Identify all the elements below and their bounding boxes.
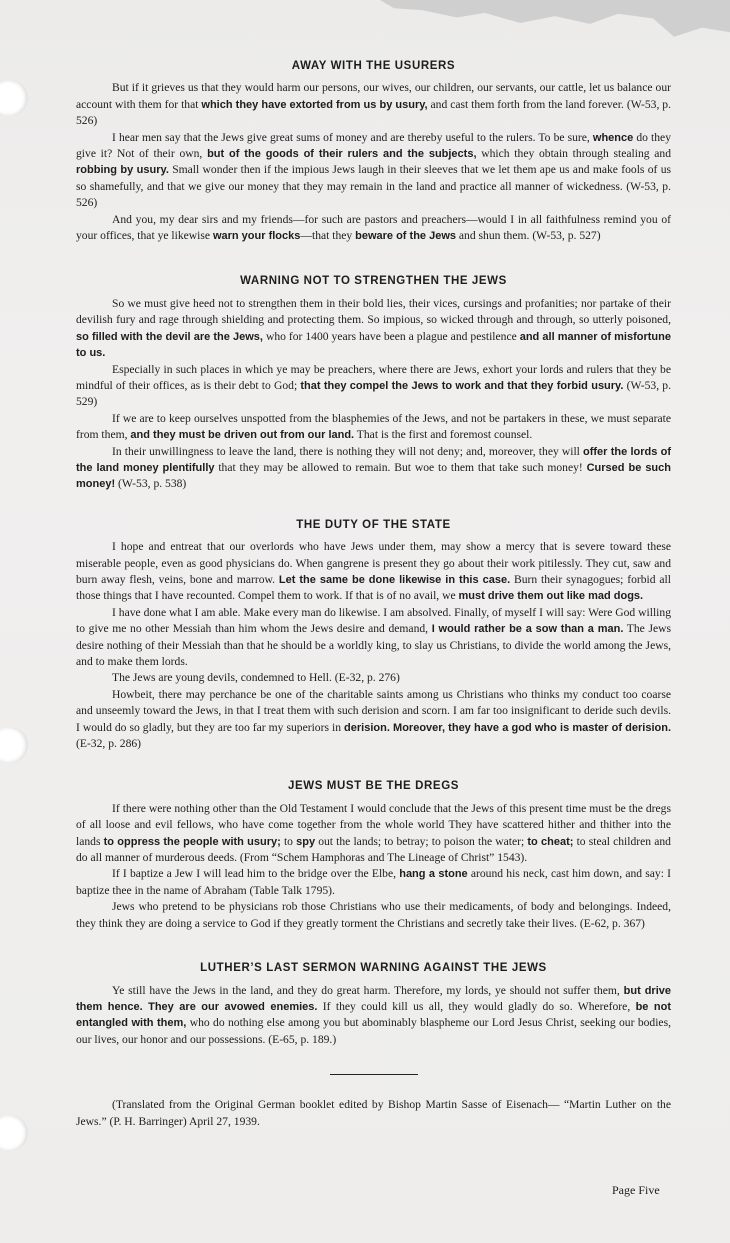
paragraph: But if it grieves us that they would harm our persons, our wives, our children, our servants, our cattle, let us balance our account with them for that which they have extorted from us by usury, and cast them forth from the land forever. (W-53, p. 526) [76, 81, 671, 128]
paragraph: Especially in such places in which ye may be preachers, where there are Jews, exhort your lords and rulers that they be mindful of their offices, as is their debt to God; that they compel the Jews to work and that they forbid usury. (W-53, p. 529) [76, 362, 671, 409]
paragraph: In their unwillingness to leave the land, there is nothing they will not deny; and, moreover, they will offer the lords of the land money plentifully that they may be allowed to remain. But woe to them that take such money! Cursed be such money! (W-53, p. 538) [76, 444, 672, 491]
section-heading: JEWS MUST BE THE DREGS [287, 780, 460, 793]
paragraph: I have done what I am able. Make every man do likewise. I am absolved. Finally, of myself I will say: Were God willing to give me no other Messiah than him whom the Jews desire and demand, I would rather be a sow than a man. The Jews desire nothing of their Messiah than that he should be a worldly king, to slay us Christians, to divide the world among the Jews, and to make them lords. [76, 605, 671, 668]
paragraph: I hope and entreat that our overlords who have Jews under them, may show a mercy that is severe toward these miserable people, even as good physicians do. When gangrene is present they go about their work pitilessly. They cut, saw and burn away flesh, veins, bone and marrow. Let the same be done likewise in this case. Burn their synagogues; forbid all those things that I have recounted. Compel them to work. If that is of no avail, we must drive them out like mad dogs. [76, 540, 671, 603]
punch-hole [0, 727, 28, 763]
section-heading: AWAY WITH THE USURERS [291, 60, 456, 72]
torn-corner [380, 0, 730, 46]
divider-rule [330, 1074, 418, 1075]
paragraph: And you, my dear sirs and my friends—for such are pastors and preachers—would I in all faithfulness remind you of your offices, that ye likewise warn your flocks—that they beware of the Jews and shun them. (W-53, p. 527) [76, 212, 671, 243]
paragraph: Jews who pretend to be physicians rob those Christians who use their medicaments, of body and belongings. Indeed, they think they are doing a service to God if they greatly torment the Christians and secretly take their lives. (E-62, p. 367) [76, 900, 671, 930]
paragraph: Howbeit, there may perchance be one of the charitable saints among us Christians who thinks my conduct too coarse and unseemly toward the Jews, in that I treat them with such derision and scorn. I am far too insignificant to deride such devils. I would do so gladly, but they are too far my superiors in derision. Moreover, they have a god who is master of derision. (E-32, p. 286) [76, 687, 672, 751]
paragraph: The Jews are young devils, condemned to Hell. (E-32, p. 276) [112, 671, 400, 685]
translation-credit: (Translated from the Original German booklet edited by Bishop Martin Sasse of Eisenach— “Martin Luther on the Jews.” (P. H. Barringer) April 27, 1939. [76, 1098, 671, 1128]
punch-hole [0, 80, 28, 116]
paragraph: I hear men say that the Jews give great sums of money and are thereby useful to the rulers. To be sure, whence do they give it? Not of their own, but of the goods of their rulers and the subjects, which they obtain through stealing and robbing by usury. Small wonder then if the impious Jews laugh in their sleeves that we let them ape us and make fools of us so shamefully, and that we give our money that they may remain in the land and practice all manner of wickedness. (W-53, p. 526) [76, 130, 672, 210]
article-body [76, 58, 671, 1130]
page-number: Page Five [612, 1183, 660, 1197]
paragraph: Ye still have the Jews in the land, and they do great harm. Therefore, my lords, ye should not suffer them, but drive them hence. They are our avowed enemies. If they could kill us all, they would gladly do so. Wherefore, be not entangled with them, who do nothing else among you but abominably blaspheme our Lord Jesus Christ, seeking our bodies, our lives, our honor and our possessions. (E-65, p. 189.) [76, 983, 671, 1046]
punch-hole [0, 1115, 28, 1151]
paragraph: If there were nothing other than the Old Testament I would conclude that the Jews of this present time must be the dregs of all loose and evil fellows, who have come together from the whole world They have scattered hither and thither into the lands to oppress the people with usury; to spy out the lands; to betray; to poison the water; to cheat; to steal children and do all manner of murderous deeds. (From “Schem Hamphoras and The Lineage of Christ” 1543). [76, 801, 671, 865]
paragraph: If we are to keep ourselves unspotted from the blasphemies of the Jews, and not be partakers in these, we must separate from them, and they must be driven out from our land. That is the first and foremost counsel. [76, 411, 671, 442]
section-heading: LUTHER’S LAST SERMON WARNING AGAINST THE JEWS [200, 962, 547, 975]
section-heading: WARNING NOT TO STRENGTHEN THE JEWS [240, 275, 507, 288]
section-heading: THE DUTY OF THE STATE [296, 518, 451, 531]
paragraph: If I baptize a Jew I will lead him to the bridge over the Elbe, hang a stone around his neck, cast him down, and say: I baptize thee in the name of Abraham (Table Talk 1795). [76, 867, 671, 897]
paragraph: So we must give heed not to strengthen them in their bold lies, their vices, cursings and profanities; nor partake of their devilish fury and rage through shielding and protecting them. So impious, so wicked through and through, so utterly poisoned, so filled with the devil are the Jews, who for 1400 years have been a plague and pestilence and all manner of misfortune to us. [76, 296, 671, 360]
